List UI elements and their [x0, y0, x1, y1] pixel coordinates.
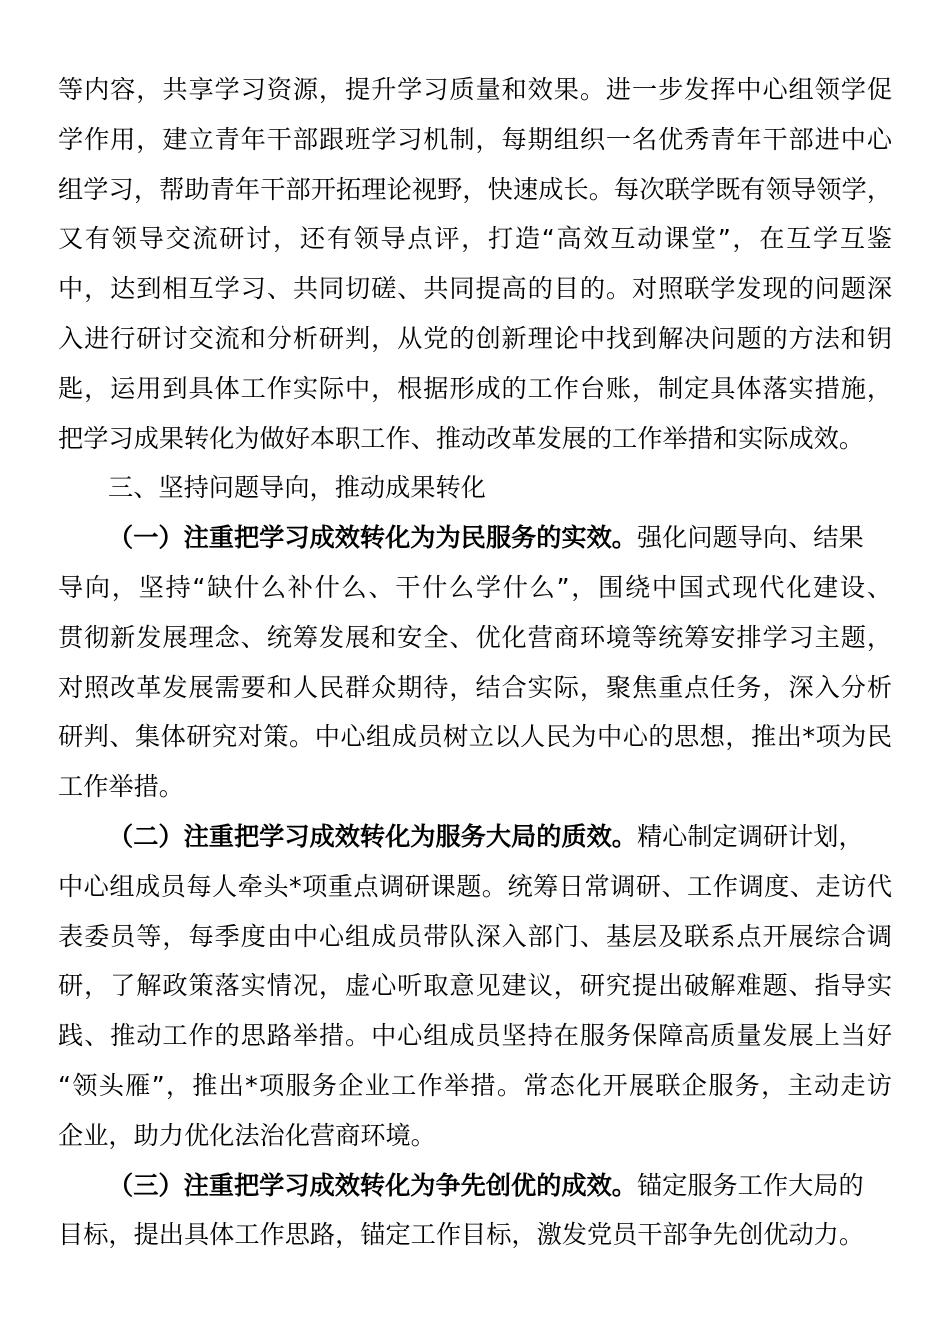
text-line: 导向，坚持“缺什么补什么、干什么学什么”，围绕中国式现代化建设、	[58, 572, 892, 602]
text-line: 又有领导交流研讨，还有领导点评，打造“高效互动课堂”，在互学互鉴	[58, 224, 892, 254]
item-bold-lead: （一）注重把学习成效转化为为民服务的实效。	[108, 523, 637, 553]
item-paragraph-1	[58, 513, 892, 812]
text-line: 工作举措。	[58, 772, 184, 802]
text-line: 把学习成果转化为做好本职工作、推动改革发展的工作举措和实际成效。	[58, 423, 864, 453]
item-first-line-rest: 锚定服务工作大局的	[636, 1170, 864, 1200]
item-bold-lead: （二）注重把学习成效转化为服务大局的质效。	[108, 821, 637, 851]
text-line: “领头雁”，推出*项服务企业工作举措。常态化开展联企服务，主动走访	[58, 1070, 892, 1100]
text-line: 研判、集体研究对策。中心组成员树立以人民为中心的思想，推出*项为民	[58, 722, 892, 752]
text-line: 匙，运用到具体工作实际中，根据形成的工作台账，制定具体落实措施，	[58, 373, 892, 403]
text-line: 目标，提出具体工作思路，锚定工作目标，激发党员干部争先创优动力。	[58, 1220, 864, 1250]
section-heading: 三、坚持问题导向，推动成果转化	[108, 473, 486, 503]
text-line: 学作用，建立青年干部跟班学习机制，每期组织一名优秀青年干部进中心	[58, 124, 892, 154]
text-line: 中，达到相互学习、共同切磋、共同提高的目的。对照联学发现的问题深	[58, 274, 892, 304]
text-line: 等内容，共享学习资源，提升学习质量和效果。进一步发挥中心组领学促	[58, 75, 892, 104]
text-line: 践、推动工作的思路举措。中心组成员坚持在服务保障高质量发展上当好	[58, 1021, 892, 1051]
item-first-line-rest: 精心制定调研计划，	[636, 821, 864, 851]
text-line: 组学习，帮助青年干部开拓理论视野，快速成长。每次联学既有领导领学，	[58, 174, 892, 204]
item-paragraph-3	[58, 1161, 892, 1261]
text-line: 入进行研讨交流和分析研判，从党的创新理论中找到解决问题的方法和钥	[58, 323, 892, 353]
text-line: 研，了解政策落实情况，虚心听取意见建议，研究提出破解难题、指导实	[58, 971, 892, 1001]
item-first-line	[58, 812, 892, 862]
item-paragraph-2	[58, 812, 892, 1161]
item-first-line	[58, 513, 892, 563]
text-line: 贯彻新发展理念、统筹发展和安全、优化营商环境等统筹安排学习主题，	[58, 622, 892, 652]
text-line: 对照改革发展需要和人民群众期待，结合实际，聚焦重点任务，深入分析	[58, 672, 892, 702]
text-line: 企业，助力优化法治化营商环境。	[58, 1120, 436, 1150]
item-first-line	[58, 1161, 892, 1211]
text-line: 表委员等，每季度由中心组成员带队深入部门、基层及联系点开展综合调	[58, 921, 892, 951]
paragraph-continuation	[58, 65, 892, 463]
item-first-line-rest: 强化问题导向、结果	[636, 523, 864, 553]
document-page	[58, 65, 892, 1260]
text-line: 中心组成员每人牵头*项重点调研课题。统筹日常调研、工作调度、走访代	[58, 871, 892, 901]
item-bold-lead: （三）注重把学习成效转化为争先创优的成效。	[108, 1170, 637, 1200]
